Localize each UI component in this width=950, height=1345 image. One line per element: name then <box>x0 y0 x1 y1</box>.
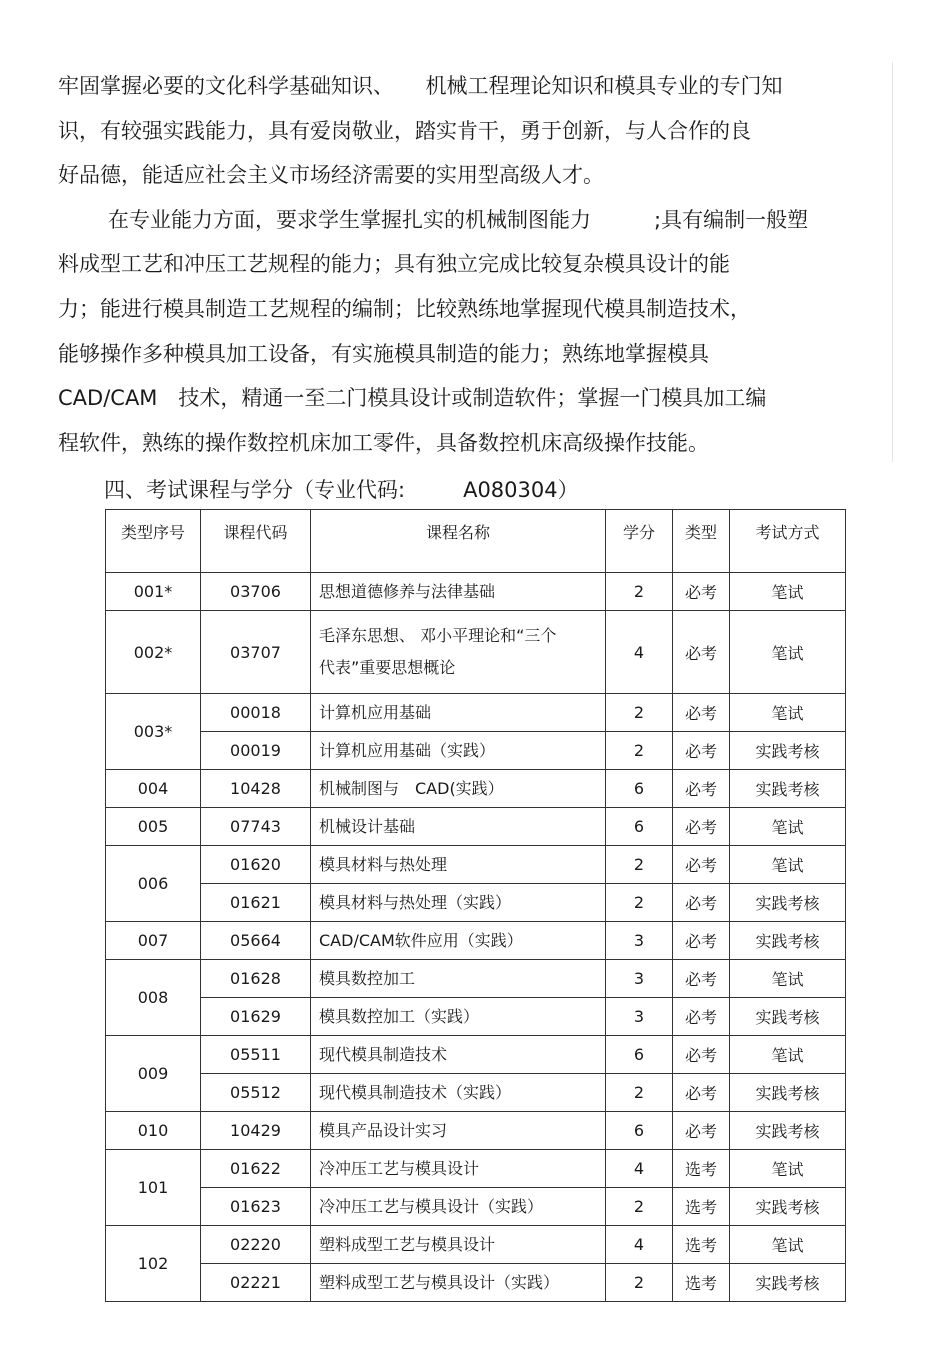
table-row <box>106 1226 846 1264</box>
cell-seq: 003* <box>106 694 201 770</box>
program-description <box>58 64 890 465</box>
table-row <box>106 573 846 611</box>
cell-credit: 6 <box>606 1112 673 1150</box>
header-name: 课程名称 <box>311 510 606 573</box>
cell-name: 模具材料与热处理 <box>311 846 606 884</box>
table-row <box>106 808 846 846</box>
header-type: 类型 <box>673 510 730 573</box>
table-row <box>106 884 846 922</box>
table-row <box>106 1150 846 1188</box>
cell-type: 必考 <box>673 808 730 846</box>
ability-line: 能够操作多种模具加工设备，有实施模具制造的能力；熟练地掌握模具 <box>58 341 709 366</box>
cell-credit: 2 <box>606 694 673 732</box>
cell-name: 模具产品设计实习 <box>311 1112 606 1150</box>
header-code: 课程代码 <box>201 510 311 573</box>
table-row <box>106 1074 846 1112</box>
cell-credit: 2 <box>606 573 673 611</box>
cell-exam: 笔试 <box>730 1150 846 1188</box>
table-row <box>106 922 846 960</box>
cell-credit: 4 <box>606 611 673 694</box>
cell-credit: 2 <box>606 732 673 770</box>
cell-name: 模具数控加工 <box>311 960 606 998</box>
major-code: A080304） <box>463 478 579 502</box>
cell-name: 模具材料与热处理（实践） <box>311 884 606 922</box>
cell-name: 现代模具制造技术（实践） <box>311 1074 606 1112</box>
table-row <box>106 732 846 770</box>
cell-type: 必考 <box>673 1112 730 1150</box>
cell-type: 必考 <box>673 1074 730 1112</box>
cell-exam: 笔试 <box>730 960 846 998</box>
cell-code: 05664 <box>201 922 311 960</box>
cell-exam: 实践考核 <box>730 1188 846 1226</box>
table-row <box>106 694 846 732</box>
cell-code: 02221 <box>201 1264 311 1302</box>
cell-type: 必考 <box>673 960 730 998</box>
ability-line: 在专业能力方面，要求学生掌握扎实的机械制图能力 ;具有编制一般塑 <box>108 207 809 232</box>
cell-name: 塑料成型工艺与模具设计（实践） <box>311 1264 606 1302</box>
ability-line: 料成型工艺和冲压工艺规程的能力；具有独立完成比较复杂模具设计的能 <box>58 252 730 277</box>
cell-code: 05512 <box>201 1074 311 1112</box>
cell-exam: 笔试 <box>730 846 846 884</box>
cell-credit: 4 <box>606 1150 673 1188</box>
cell-type: 必考 <box>673 611 730 694</box>
cell-exam: 笔试 <box>730 694 846 732</box>
cell-credit: 2 <box>606 1074 673 1112</box>
cell-type: 必考 <box>673 884 730 922</box>
cell-code: 03707 <box>201 611 311 694</box>
course-table <box>105 509 846 1302</box>
cell-seq: 006 <box>106 846 201 922</box>
cell-seq: 007 <box>106 922 201 960</box>
cell-exam: 实践考核 <box>730 1074 846 1112</box>
ability-line: 力；能进行模具制造工艺规程的编制；比较熟练地掌握现代模具制造技术， <box>58 296 751 321</box>
cell-credit: 3 <box>606 998 673 1036</box>
cell-name: 思想道德修养与法律基础 <box>311 573 606 611</box>
table-header-row <box>106 510 846 573</box>
section-title: 四、考试课程与学分（专业代码: <box>104 478 406 502</box>
cell-seq: 001* <box>106 573 201 611</box>
cell-credit: 4 <box>606 1226 673 1264</box>
cell-exam: 笔试 <box>730 1036 846 1074</box>
cell-exam: 实践考核 <box>730 922 846 960</box>
cell-type: 必考 <box>673 573 730 611</box>
cell-name: 冷冲压工艺与模具设计（实践） <box>311 1188 606 1226</box>
cell-name: 计算机应用基础 <box>311 694 606 732</box>
cell-seq: 101 <box>106 1150 201 1226</box>
cell-credit: 3 <box>606 922 673 960</box>
cell-type: 选考 <box>673 1150 730 1188</box>
cell-code: 01628 <box>201 960 311 998</box>
cell-name-line: 毛泽东思想、 邓小平理论和“三个 <box>319 626 557 645</box>
header-exam: 考试方式 <box>730 510 846 573</box>
cell-code: 00019 <box>201 732 311 770</box>
cell-exam: 实践考核 <box>730 1112 846 1150</box>
cell-exam: 实践考核 <box>730 732 846 770</box>
cell-type: 选考 <box>673 1226 730 1264</box>
intro-line: 牢固掌握必要的文化科学基础知识、 机械工程理论知识和模具专业的专门知 <box>58 74 783 98</box>
cell-type: 必考 <box>673 1036 730 1074</box>
cell-code: 01629 <box>201 998 311 1036</box>
cell-code: 01620 <box>201 846 311 884</box>
intro-line: 好品德，能适应社会主义市场经济需要的实用型高级人才。 <box>58 163 604 188</box>
cell-type: 必考 <box>673 770 730 808</box>
table-row <box>106 770 846 808</box>
cell-name: 现代模具制造技术 <box>311 1036 606 1074</box>
cell-name: CAD/CAM软件应用（实践） <box>311 922 606 960</box>
cell-credit: 6 <box>606 808 673 846</box>
table-row <box>106 1112 846 1150</box>
cell-seq: 005 <box>106 808 201 846</box>
cell-exam: 实践考核 <box>730 998 846 1036</box>
cell-code: 03706 <box>201 573 311 611</box>
ability-line: CAD/CAM 技术，精通一至二门模具设计或制造软件；掌握一门模具加工编 <box>58 386 767 411</box>
cell-seq: 102 <box>106 1226 201 1302</box>
header-credit: 学分 <box>606 510 673 573</box>
cell-name: 计算机应用基础（实践） <box>311 732 606 770</box>
cell-credit: 2 <box>606 1188 673 1226</box>
cell-type: 必考 <box>673 694 730 732</box>
cell-seq: 009 <box>106 1036 201 1112</box>
table-row <box>106 1188 846 1226</box>
cell-type: 必考 <box>673 846 730 884</box>
cell-name: 冷冲压工艺与模具设计 <box>311 1150 606 1188</box>
cell-exam: 笔试 <box>730 573 846 611</box>
cell-type: 必考 <box>673 732 730 770</box>
cell-name: 模具数控加工（实践） <box>311 998 606 1036</box>
cell-seq: 008 <box>106 960 201 1036</box>
cell-credit: 2 <box>606 846 673 884</box>
cell-code: 01621 <box>201 884 311 922</box>
cell-seq: 002* <box>106 611 201 694</box>
cell-code: 01623 <box>201 1188 311 1226</box>
cell-exam: 笔试 <box>730 611 846 694</box>
cell-exam: 实践考核 <box>730 770 846 808</box>
ability-line: 程软件，熟练的操作数控机床加工零件，具备数控机床高级操作技能。 <box>58 430 709 455</box>
table-row <box>106 846 846 884</box>
cell-code: 10429 <box>201 1112 311 1150</box>
table-row <box>106 1036 846 1074</box>
cell-type: 选考 <box>673 1188 730 1226</box>
cell-type: 必考 <box>673 922 730 960</box>
page-edge-rule <box>892 62 893 462</box>
cell-name: 机械设计基础 <box>311 808 606 846</box>
table-row <box>106 611 846 694</box>
cell-code: 02220 <box>201 1226 311 1264</box>
cell-code: 07743 <box>201 808 311 846</box>
cell-code: 10428 <box>201 770 311 808</box>
cell-exam: 笔试 <box>730 808 846 846</box>
cell-credit: 3 <box>606 960 673 998</box>
table-row <box>106 1264 846 1302</box>
cell-code: 00018 <box>201 694 311 732</box>
cell-credit: 2 <box>606 1264 673 1302</box>
header-seq: 类型序号 <box>106 510 201 573</box>
table-row <box>106 960 846 998</box>
cell-name-line: 代表”重要思想概论 <box>319 658 456 677</box>
cell-exam: 实践考核 <box>730 1264 846 1302</box>
cell-credit: 2 <box>606 884 673 922</box>
cell-credit: 6 <box>606 1036 673 1074</box>
cell-seq: 010 <box>106 1112 201 1150</box>
cell-credit: 6 <box>606 770 673 808</box>
cell-type: 必考 <box>673 998 730 1036</box>
cell-code: 05511 <box>201 1036 311 1074</box>
section-heading <box>104 474 579 504</box>
cell-code: 01622 <box>201 1150 311 1188</box>
cell-name: 机械制图与 CAD(实践） <box>311 770 606 808</box>
cell-seq: 004 <box>106 770 201 808</box>
table-row <box>106 998 846 1036</box>
cell-name <box>311 611 606 694</box>
intro-line: 识，有较强实践能力，具有爱岗敬业，踏实肯干，勇于创新，与人合作的良 <box>58 118 751 143</box>
cell-exam: 实践考核 <box>730 884 846 922</box>
cell-name: 塑料成型工艺与模具设计 <box>311 1226 606 1264</box>
cell-exam: 笔试 <box>730 1226 846 1264</box>
cell-type: 选考 <box>673 1264 730 1302</box>
